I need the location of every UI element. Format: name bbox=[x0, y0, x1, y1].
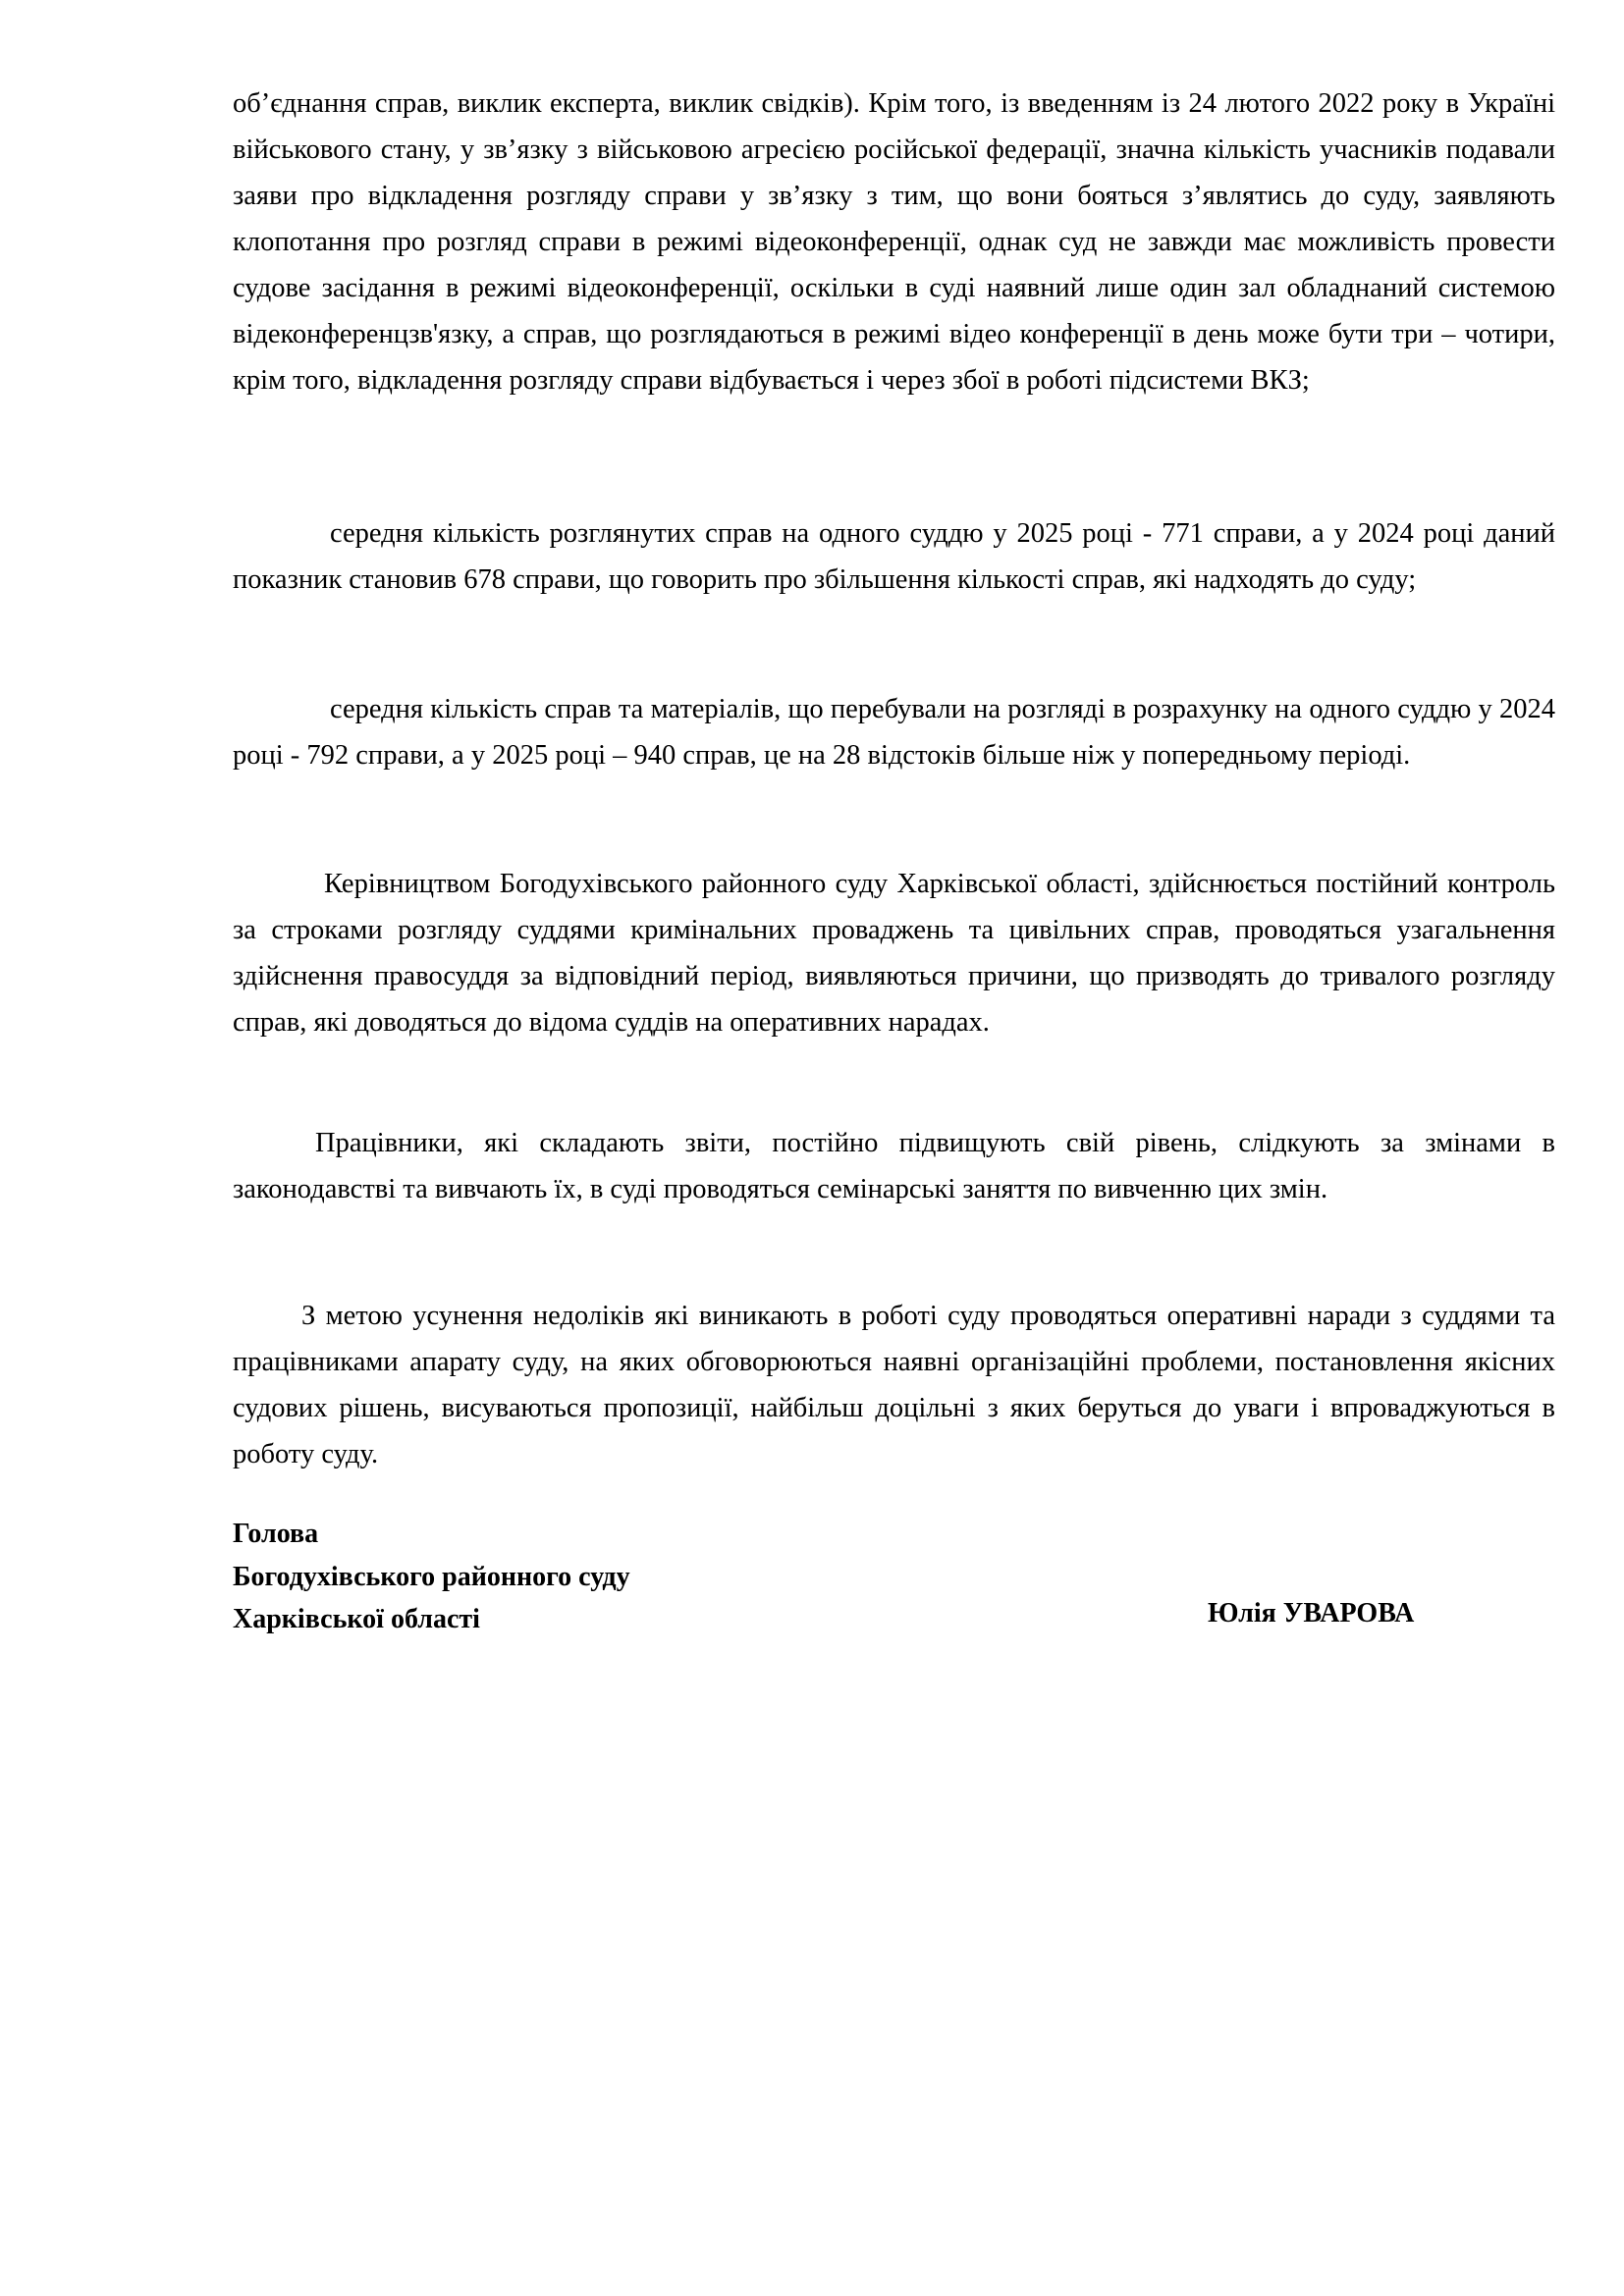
paragraph-workload: середня кількість справ та матеріалів, що перебували на розгляді в розрахунку на одного суддю у 2024 році - 792 справи, а у 2025 році – 940 справ, це на 28 відстоків більше ніж у попередньому періоді. bbox=[233, 694, 1555, 771]
signature-title: Голова bbox=[233, 1519, 319, 1549]
signature-block bbox=[233, 1513, 630, 1641]
paragraph-staff-training: Працівники, які складають звіти, постійно підвищують свій рівень, слідкують за змінами в законодавстві та вивчають їх, в суді проводяться семінарські заняття по вивченню цих змін. bbox=[233, 1128, 1555, 1204]
paragraph-meetings: З метою усунення недоліків які виникають в роботі суду проводяться оперативні наради з суддями та працівниками апарату суду, на яких обговорюються наявні організаційні проблеми, постановлення якісних судових рішень, висуваються пропозиції, найбільш доцільні з яких беруться до уваги і впроваджуються в роботу суду. bbox=[233, 1301, 1555, 1469]
signature-name: Юлія УВАРОВА bbox=[1208, 1598, 1415, 1629]
signature-region: Харківської області bbox=[233, 1604, 480, 1634]
signature-court: Богодухівського районного суду bbox=[233, 1561, 630, 1592]
paragraph-court-issues: об’єднання справ, виклик експерта, виклик свідків). Крім того, із введенням із 24 лютого 2022 року в Україні військового стану, у зв’язку з військовою агресією російської федерації, значна кількість учасників подавали заяви про відкладення розгляду справи у зв’язку з тим, що вони бояться з’являтись до суду, заявляють клопотання про розгляд справи в режимі відеоконференції, однак суд не завжди має можливість провести судове засідання в режимі відеоконференції, оскільки в суді наявний лише один зал обладнаний системою відеконференцзв'язку, а справ, що розглядаються в режимі відео конференції в день може бути три – чотири, крім того, відкладення розгляду справи відбувається і через збої в роботі підсистеми ВКЗ; bbox=[233, 88, 1555, 396]
paragraph-management-control: Керівництвом Богодухівського районного суду Харківської області, здійснюється постійний контроль за строками розгляду суддями кримінальних проваджень та цивільних справ, проводяться узагальнення здійснення правосуддя за відповідний період, виявляються причини, що призводять до тривалого розгляду справ, які доводяться до відома суддів на оперативних нарадах. bbox=[233, 869, 1555, 1038]
paragraph-cases-per-judge: середня кількість розглянутих справ на одного суддю у 2025 році - 771 справи, а у 2024 році даний показник становив 678 справи, що говорить про збільшення кількості справ, які надходять до суду; bbox=[233, 518, 1555, 595]
